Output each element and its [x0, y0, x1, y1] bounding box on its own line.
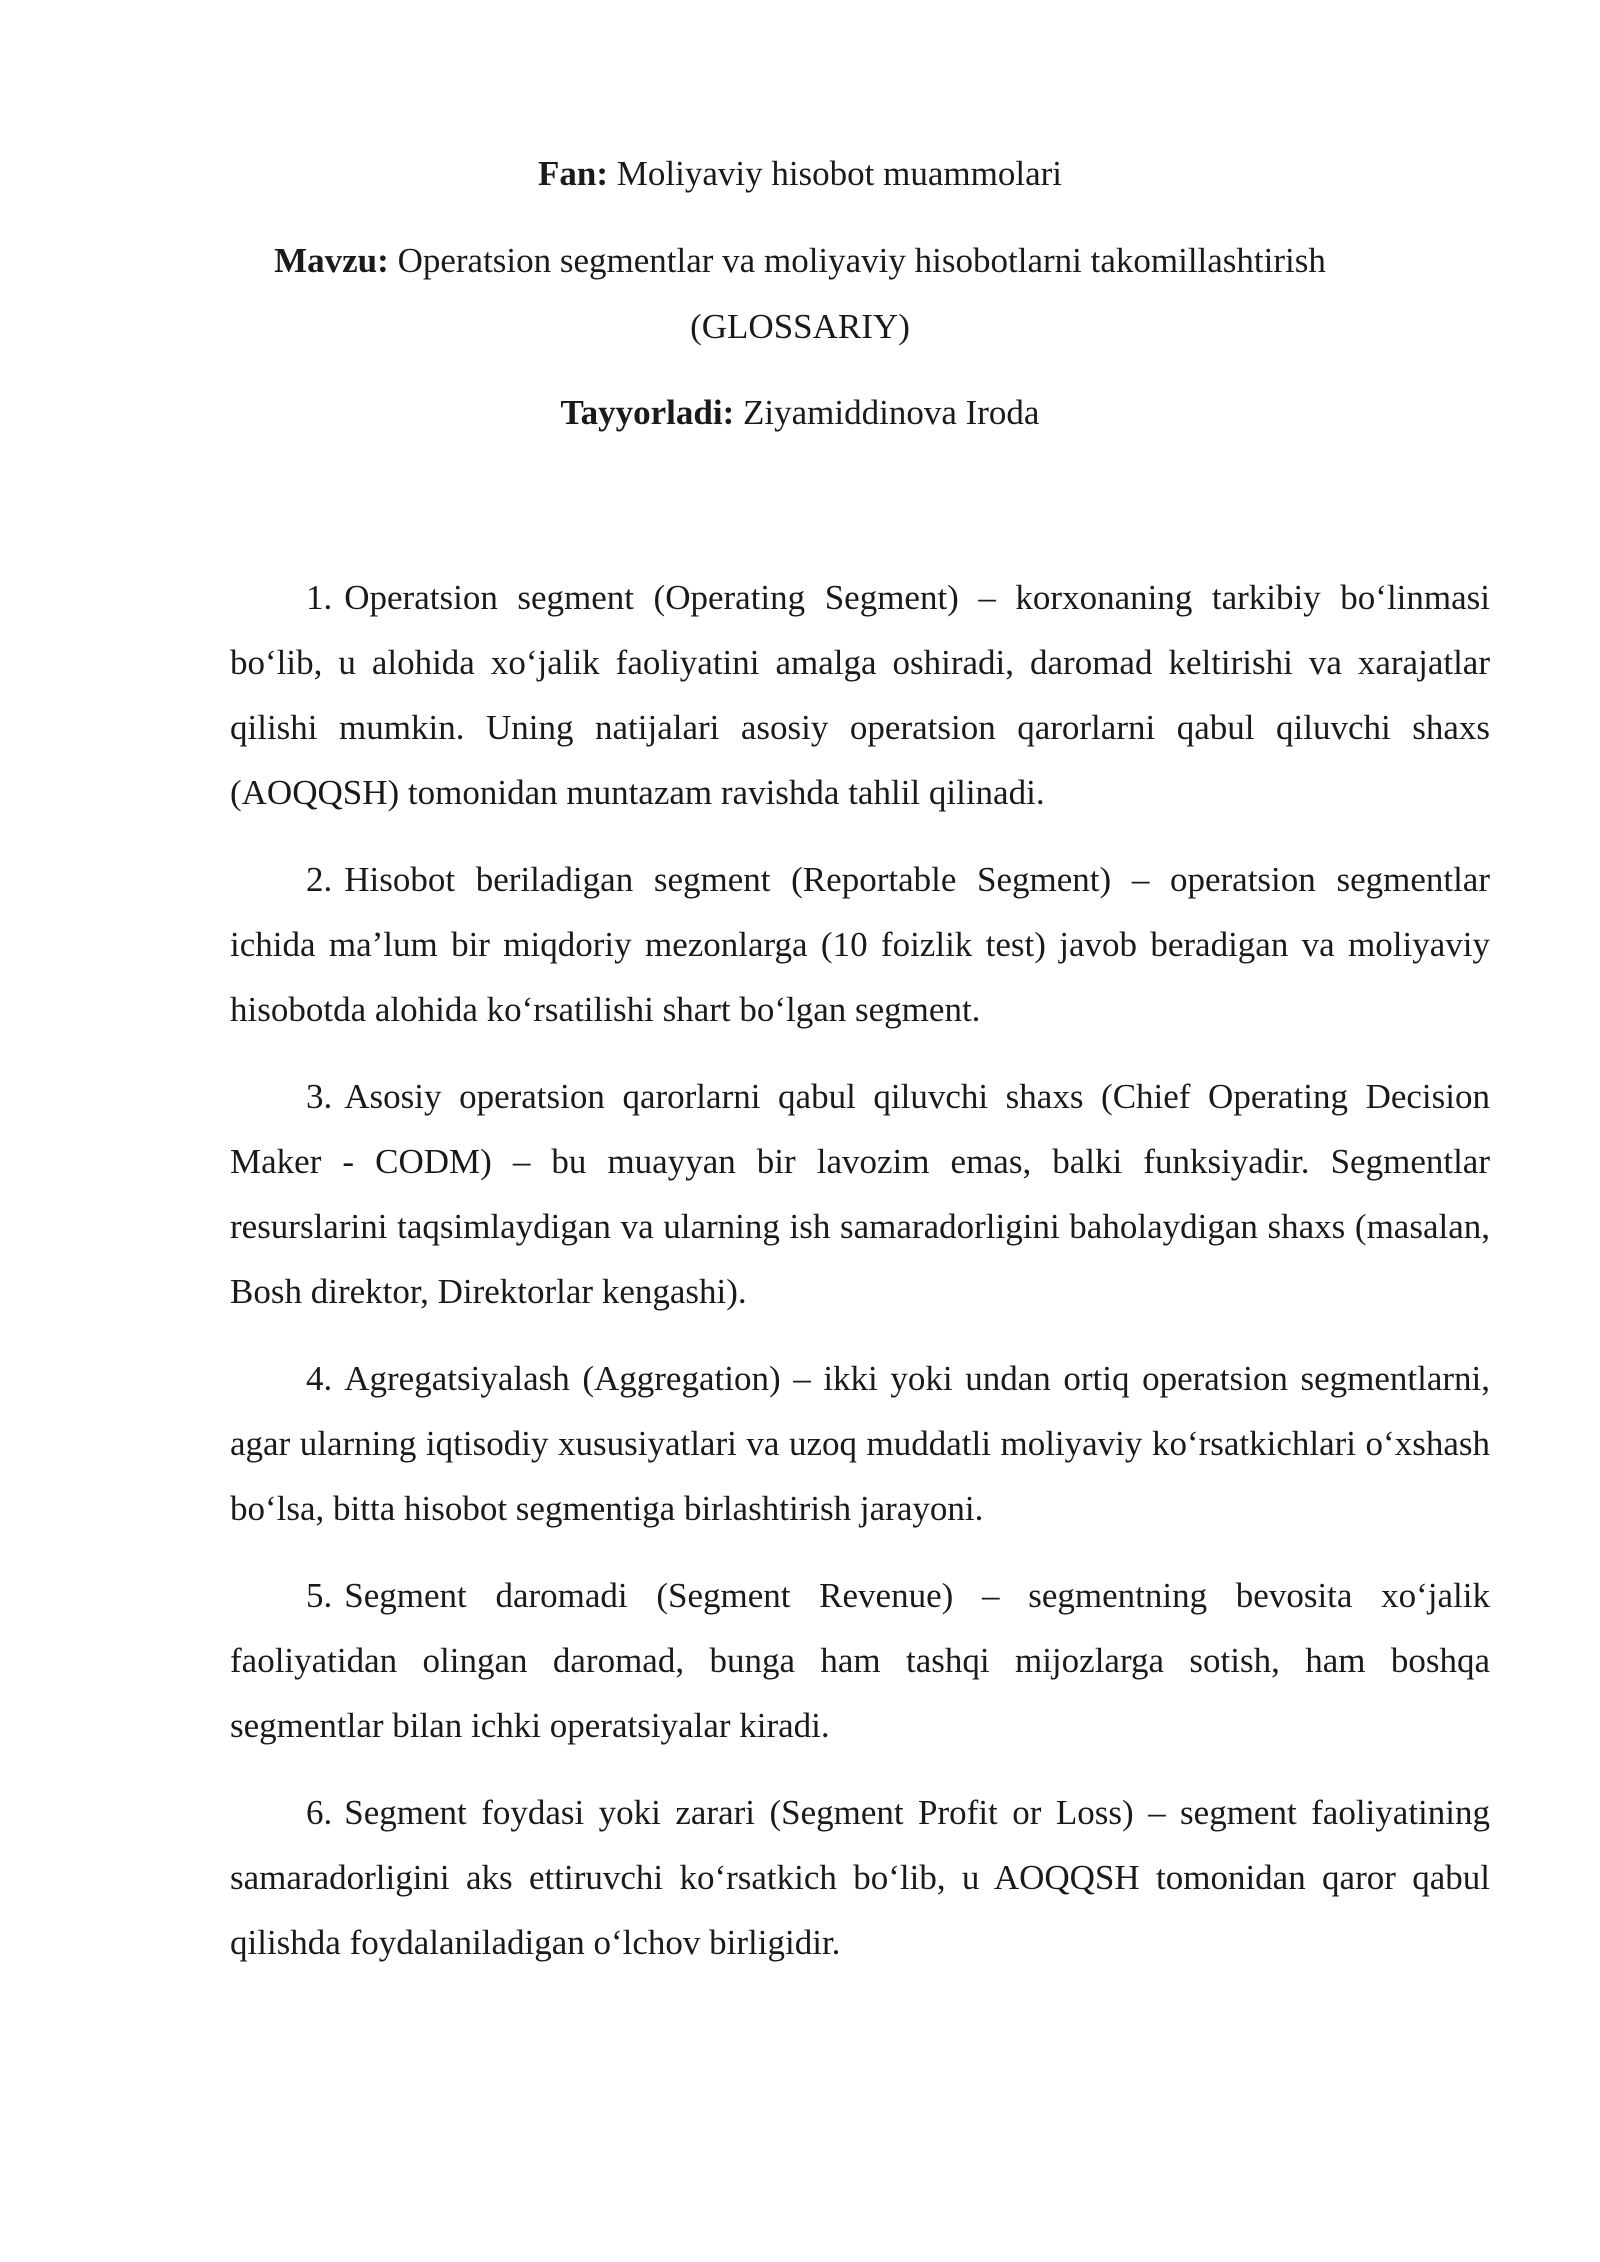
entry-text: Asosiy operatsion qarorlarni qabul qiluvchi shaxs (Chief Operating Decision Maker - CODM) – bu muayyan bir lavozim emas, balki funksiyadir. Segmentlar resurslarini taqsimlaydigan va ularning ish samaradorligini baholaydigan shaxs (masalan, Bosh direktor, Direktorlar kengashi).	[230, 1077, 1490, 1311]
entry-text: Segment daromadi (Segment Revenue) – segmentning bevosita xoʻjalik faoliyatidan olingan daromad, bunga ham tashqi mijozlarga sotish, ham boshqa segmentlar bilan ichki operatsiyalar kiradi.	[230, 1576, 1490, 1745]
entry-number: 2.	[306, 860, 333, 899]
subject-value: Moliyaviy hisobot muammolari	[616, 154, 1062, 193]
entry-number: 1.	[306, 578, 333, 617]
topic-line	[0, 239, 1600, 283]
entry-text: Segment foydasi yoki zarari (Segment Profit or Loss) – segment faoliyatining samaradorligini aks ettiruvchi koʻrsatkich boʻlib, u AOQQSH tomonidan qaror qabul qilishda foydalaniladigan oʻlchov birligidir.	[230, 1793, 1490, 1962]
entry-text: Hisobot beriladigan segment (Reportable Segment) – operatsion segmentlar ichida maʼlum bir miqdoriy mezonlarga (10 foizlik test) javob beradigan va moliyaviy hisobotda alohida koʻrsatilishi shart boʻlgan segment.	[230, 860, 1490, 1029]
glossary-entry	[230, 1563, 1490, 1758]
subject-line	[0, 152, 1600, 196]
author-label: Tayyorladi:	[560, 393, 735, 432]
entry-number: 4.	[306, 1359, 333, 1398]
entry-number: 3.	[306, 1077, 333, 1116]
glossary-list	[230, 565, 1490, 1997]
topic-subtitle: (GLOSSARIY)	[690, 307, 910, 346]
glossary-entry	[230, 1780, 1490, 1975]
author-value: Ziyamiddinova Iroda	[743, 393, 1040, 432]
glossary-entry	[230, 1064, 1490, 1324]
author-line	[0, 391, 1600, 435]
glossary-entry	[230, 565, 1490, 825]
topic-value: Operatsion segmentlar va moliyaviy hisobotlarni takomillashtirish	[397, 241, 1326, 280]
subject-label: Fan:	[538, 154, 608, 193]
glossary-entry	[230, 847, 1490, 1042]
glossary-entry	[230, 1346, 1490, 1541]
entry-number: 5.	[306, 1576, 333, 1615]
entry-text: Operatsion segment (Operating Segment) – korxonaning tarkibiy boʻlinmasi boʻlib, u alohida xoʻjalik faoliyatini amalga oshiradi, daromad keltirishi va xarajatlar qilishi mumkin. Uning natijalari asosiy operatsion qarorlarni qabul qiluvchi shaxs (AOQQSH) tomonidan muntazam ravishda tahlil qilinadi.	[230, 578, 1490, 812]
entry-text: Agregatsiyalash (Aggregation) – ikki yoki undan ortiq operatsion segmentlarni, agar ularning iqtisodiy xususiyatlari va uzoq muddatli moliyaviy koʻrsatkichlari oʻxshash boʻlsa, bitta hisobot segmentiga birlashtirish jarayoni.	[230, 1359, 1490, 1528]
topic-label: Mavzu:	[274, 241, 389, 280]
entry-number: 6.	[306, 1793, 333, 1832]
